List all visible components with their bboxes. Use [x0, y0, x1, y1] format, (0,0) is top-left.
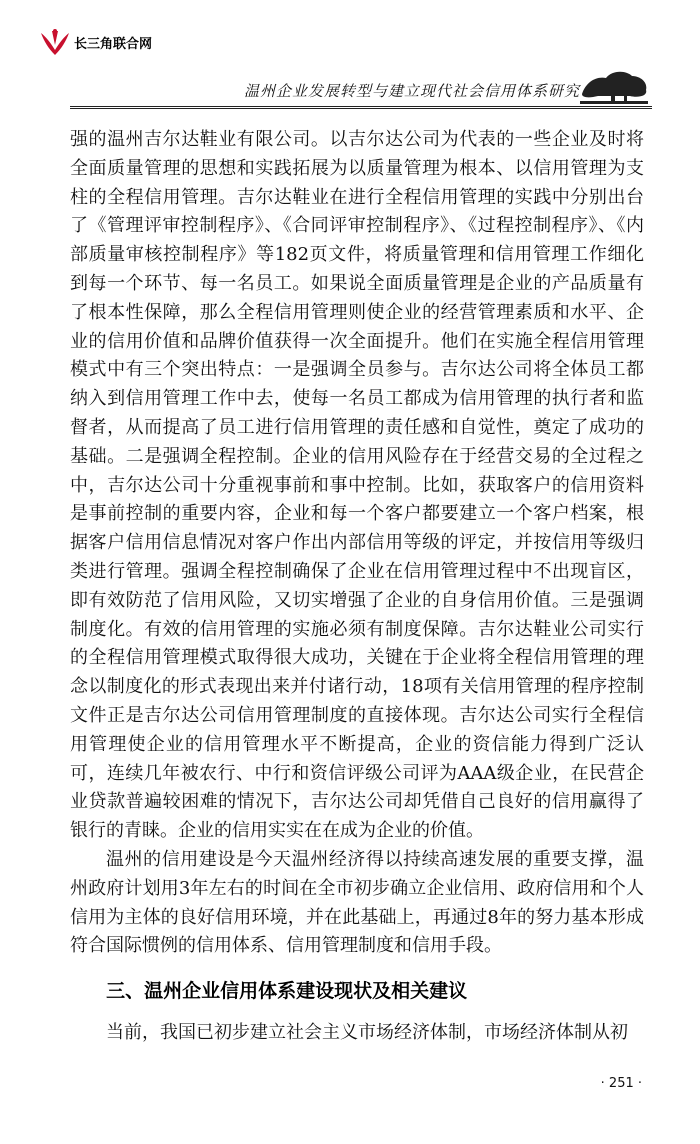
- paragraph-1: 强的温州吉尔达鞋业有限公司。以吉尔达公司为代表的一些企业及时将全面质量管理的思想和实践拓展为以质量管理为根本、以信用管理为支柱的全程信用管理。吉尔达鞋业在进行全程信用管理的实践中分别出台了《管理评审控制程序》、《合同评审控制程序》、《过程控制程序》、《内部质量审核控制程序》等182页文件，将质量管理和信用管理工作细化到每一个环节、每一名员工。如果说全面质量管理是企业的产品质量有了根本性保障，那么全程信用管理则使企业的经营管理素质和水平、企业的信用价值和品牌价值获得一次全面提升。他们在实施全程信用管理模式中有三个突出特点：一是强调全员参与。吉尔达公司将全体员工都纳入到信用管理工作中去，使每一名员工都成为信用管理的执行者和监督者，从而提高了员工进行信用管理的责任感和自觉性，奠定了成功的基础。二是强调全程控制。企业的信用风险存在于经营交易的全过程之中，吉尔达公司十分重视事前和事中控制。比如，获取客户的信用资料是事前控制的重要内容，企业和每一个客户都要建立一个客户档案，根据客户信用信息情况对客户作出内部信用等级的评定，并按信用等级归类进行管理。强调全程控制确保了企业在信用管理过程中不出现盲区，即有效防范了信用风险，又切实增强了企业的自身信用价值。三是强调制度化。有效的信用管理的实施必须有制度保障。吉尔达鞋业公司实行的全程信用管理模式取得很大成功，关键在于企业将全程信用管理的理念以制度化的形式表现出来并付诸行动，18项有关信用管理的程序控制文件正是吉尔达公司信用管理制度的直接体现。吉尔达公司实行全程信用管理使企业的信用管理水平不断提高，企业的资信能力得到广泛认可，连续几年被农行、中行和资信评级公司评为AAA级企业，在民营企业贷款普遍较困难的情况下，吉尔达公司却凭借自己良好的信用赢得了银行的青睐。企业的信用实实在在成为企业的价值。: [70, 129, 644, 842]
- section-heading: 三、温州企业信用体系建设现状及相关建议: [106, 980, 468, 1003]
- body-text: [70, 126, 644, 1048]
- header-rule: [70, 106, 652, 109]
- paragraph-3: 当前，我国已初步建立社会主义市场经济体制，市场经济体制从初: [106, 1022, 628, 1044]
- running-header-title: 温州企业发展转型与建立现代社会信用体系研究: [243, 82, 580, 100]
- page-number: · 251 ·: [600, 1076, 642, 1091]
- site-name: 长三角联合网: [74, 37, 153, 52]
- paragraph-2: 温州的信用建设是今天温州经济得以持续高速发展的重要支撑，温州政府计划用3年左右的时间在全市初步确立企业信用、政府信用和个人信用为主体的良好信用环境，并在此基础上，再通过8年的努力基本形成符合国际惯例的信用体系、信用管理制度和信用手段。: [70, 848, 644, 957]
- site-logo-icon: [38, 28, 72, 58]
- tree-ornament-icon: [578, 64, 650, 106]
